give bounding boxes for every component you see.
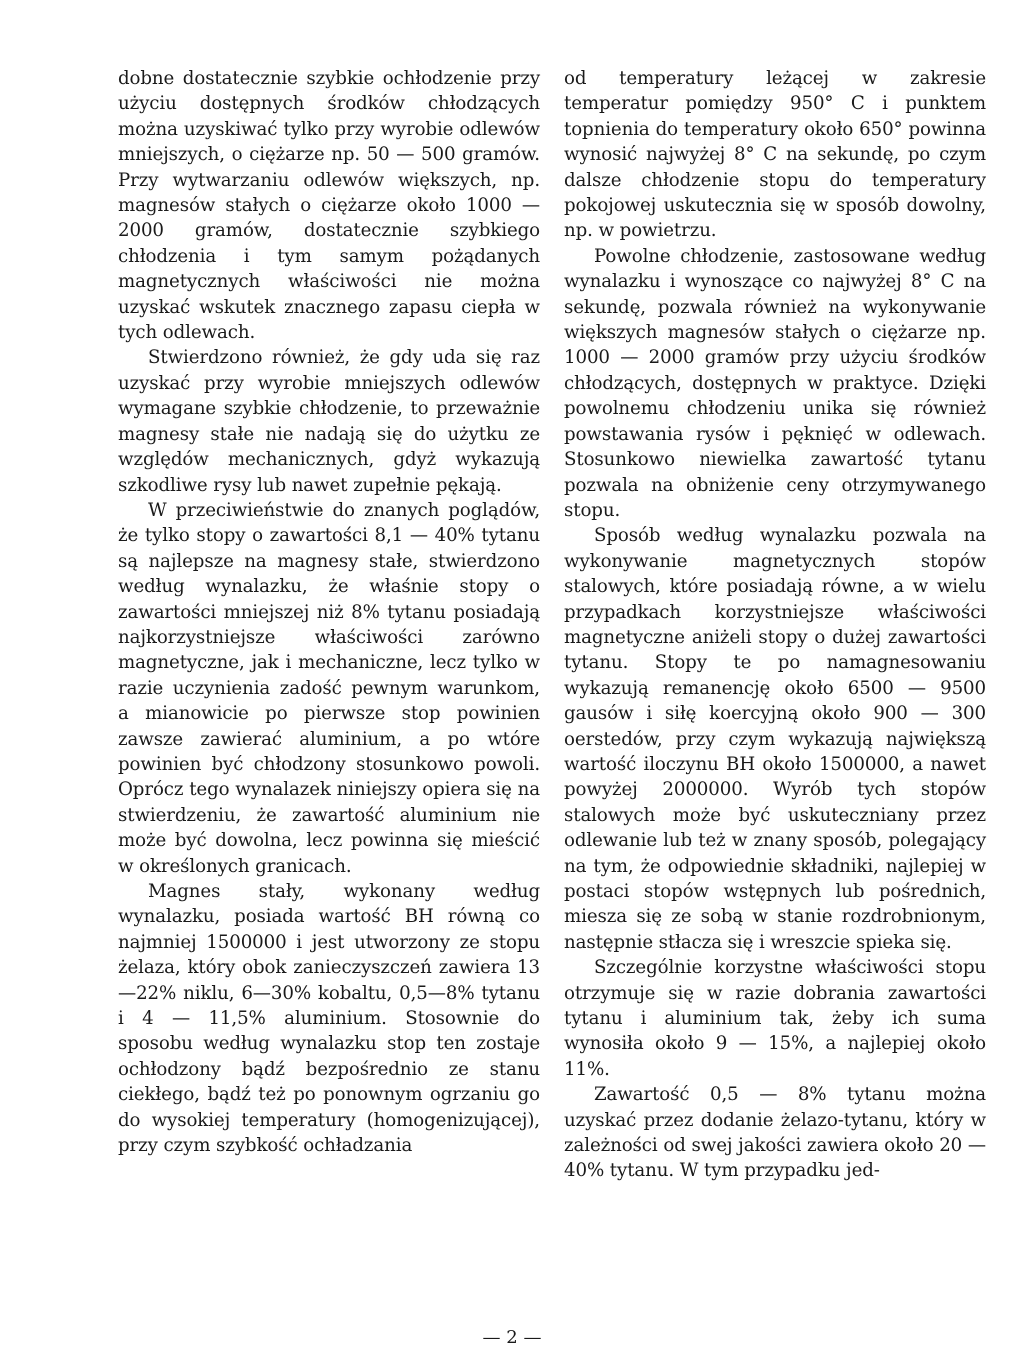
paragraph: Magnes stały, wykonany według wynalazku, posiada wartość BH równą co najmniej 1500000 i jest utworzony ze stopu żelaza, który obok zanieczyszczeń zawiera 13—22% niklu, 6—30% kobaltu, 0,5—8% tytanu i 4 — 11,5% aluminium. Stosownie do sposobu według wynalazku stop ten zostaje ochłodzony bądź bezpośrednio ze stanu ciekłego, bądź też po ponownym ogrzaniu go do wysokiej temperatury (homogenizującej), przy czym szybkość ochładzania	[118, 881, 540, 1157]
left-column	[118, 66, 540, 1158]
paragraph: dobne dostatecznie szybkie ochłodzenie przy użyciu dostępnych środków chłodzących można uzyskiwać tylko przy wyrobie odlewów mniejszych, o ciężarze np. 50 — 500 gramów. Przy wytwarzaniu odlewów większych, np. magnesów stałych o ciężarze około 1000 — 2000 gramów, dostatecznie szybkiego chłodzenia i tym samym pożądanych magnetycznych właściwości nie można uzyskać wskutek znacznego zapasu ciepła w tych odlewach.	[118, 68, 540, 344]
paragraph: Szczególnie korzystne właściwości stopu otrzymuje się w razie dobrania zawartości tytanu i aluminium tak, żeby ich suma wynosiła około 9 — 15%, a najlepiej około 11%.	[564, 957, 986, 1080]
right-column	[564, 66, 986, 1184]
paragraph: Sposób według wynalazku pozwala na wykonywanie magnetycznych stopów stalowych, które posiadają równe, a w wielu przypadkach korzystniejsze właściwości magnetyczne aniżeli stopy o dużej zawartości tytanu. Stopy te po namagnesowaniu wykazują remanencję około 6500 — 9500 gausów i siłę koercyjną około 900 — 300 oerstedów, przy czym wykazują największą wartość iloczynu BH około 1500000, a nawet powyżej 2000000. Wyrób tych stopów stalowych może być uskuteczniany przez odlewanie lub też w znany sposób, polegający na tym, że odpowiednie składniki, najlepiej w postaci stopów wstępnych lub pośrednich, miesza się ze sobą w stanie rozdrobnionym, następnie stłacza się i wreszcie spieka się.	[564, 525, 986, 953]
page-number: — 2 —	[482, 1327, 542, 1348]
paragraph: od temperatury leżącej w zakresie temperatur pomiędzy 950° C i punktem topnienia do temperatury około 650° powinna wynosić najwyżej 8° C na sekundę, po czym dalsze chłodzenie stopu do temperatury pokojowej uskutecznia się w sposób dowolny, np. w powietrzu.	[564, 68, 986, 242]
paragraph: Stwierdzono również, że gdy uda się raz uzyskać przy wyrobie mniejszych odlewów wymagane szybkie chłodzenie, to przeważnie magnesy stałe nie nadają się do użytku ze względów mechanicznych, gdyż wykazują szkodliwe rysy lub nawet zupełnie pękają.	[118, 347, 540, 496]
paragraph: Powolne chłodzenie, zastosowane według wynalazku i wynoszące co najwyżej 8° C na sekundę, pozwala również na wykonywanie większych magnesów stałych o ciężarze np. 1000 — 2000 gramów przy użyciu środków chłodzących, dostępnych w praktyce. Dzięki powolnemu chłodzeniu unika się również powstawania rysów i pęknięć w odlewach. Stosunkowo niewielka zawartość tytanu pozwala na obniżenie ceny otrzymywanego stopu.	[564, 245, 986, 521]
paragraph: Zawartość 0,5 — 8% tytanu można uzyskać przez dodanie żelazo-tytanu, który w zależności od swej jakości zawiera około 20 — 40% tytanu. W tym przypadku jed-	[564, 1084, 986, 1182]
paragraph: W przeciwieństwie do znanych poglądów, że tylko stopy o zawartości 8,1 — 40% tytanu są najlepsze na magnesy stałe, stwierdzono według wynalazku, że właśnie stopy o zawartości mniejszej niż 8% tytanu posiadają najkorzystniejsze właściwości zarówno magnetyczne, jak i mechaniczne, lecz tylko w razie uczynienia zadość pewnym warunkom, a mianowicie po pierwsze stop powinien zawsze zawierać aluminium, a po wtóre powinien być chłodzony stosunkowo powoli. Oprócz tego wynalazek niniejszy opiera się na stwierdzeniu, że zawartość aluminium nie może być dowolna, lecz powinna się mieścić w określonych granicach.	[118, 499, 540, 877]
